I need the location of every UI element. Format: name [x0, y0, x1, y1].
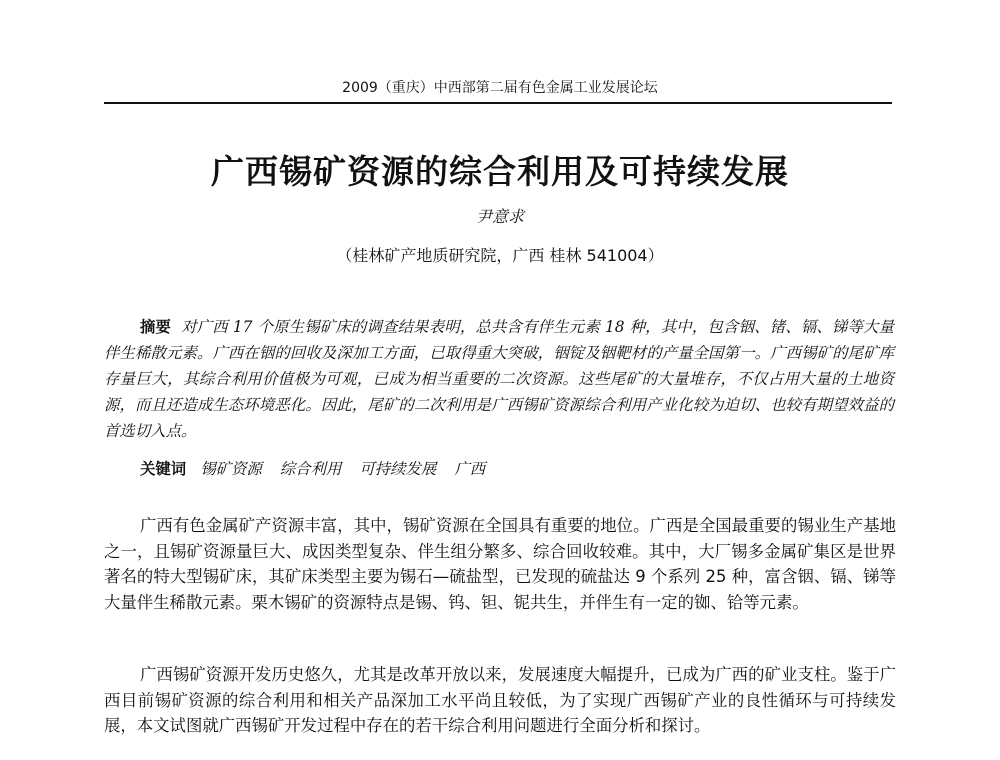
paper-title: 广西锡矿资源的综合利用及可持续发展	[211, 152, 789, 192]
body-paragraph: 广西锡矿资源开发历史悠久，尤其是改革开放以来，发展速度大幅提升，已成为广西的矿业支柱。鉴于广西目前锡矿资源的综合利用和相关产品深加工水平尚且较低，为了实现广西锡矿产业的良性循环与可持续发展，本文试图就广西锡矿开发过程中存在的若干综合利用问题进行全面分析和探讨。	[104, 665, 896, 736]
author-name: 尹意求	[475, 207, 524, 226]
abstract	[104, 314, 894, 444]
keyword: 锡矿资源	[200, 460, 262, 478]
keyword: 综合利用	[279, 460, 342, 478]
keywords	[140, 456, 894, 482]
header-rule	[104, 102, 892, 104]
body-paragraph: 广西有色金属矿产资源丰富，其中，锡矿资源在全国具有重要的地位。广西是全国最重要的锡业生产基地之一，且锡矿资源量巨大、成因类型复杂、伴生组分繁多、综合回收较难。其中，大厂锡多金属矿集区是世界著名的特大型锡矿床，其矿床类型主要为锡石—硫盐型，已发现的硫盐达 9 个系列 25 种，富含铟、镉、锑等大量伴生稀散元素。栗木锡矿的资源特点是锡、钨、钽、铌共生，并伴生有一定的铷、铪等元素。	[104, 516, 896, 612]
running-header: 2009（重庆）中西部第二届有色金属工业发展论坛	[342, 80, 658, 96]
abstract-text: 对广西 17 个原生锡矿床的调查结果表明，总共含有伴生元素 18 种，其中，包含铟、锗、镉、锑等大量伴生稀散元素。广西在铟的回收及深加工方面，已取得重大突破，铟锭及铟靶材的产量全国第一。广西锡矿的尾矿库存量巨大，其综合利用价值极为可观，已成为相当重要的二次资源。这些尾矿的大量堆存，不仅占用大量的土地资源，而且还造成生态环境恶化。因此，尾矿的二次利用是广西锡矿资源综合利用产业化较为迫切、也较有期望效益的首选切入点。	[104, 318, 894, 440]
author-affiliation: （桂林矿产地质研究院，广西 桂林 541004）	[336, 246, 664, 265]
keyword: 广西	[454, 460, 486, 478]
keywords-label: 关键词	[140, 460, 187, 478]
abstract-label: 摘要	[140, 318, 172, 336]
keyword: 可持续发展	[359, 460, 437, 478]
